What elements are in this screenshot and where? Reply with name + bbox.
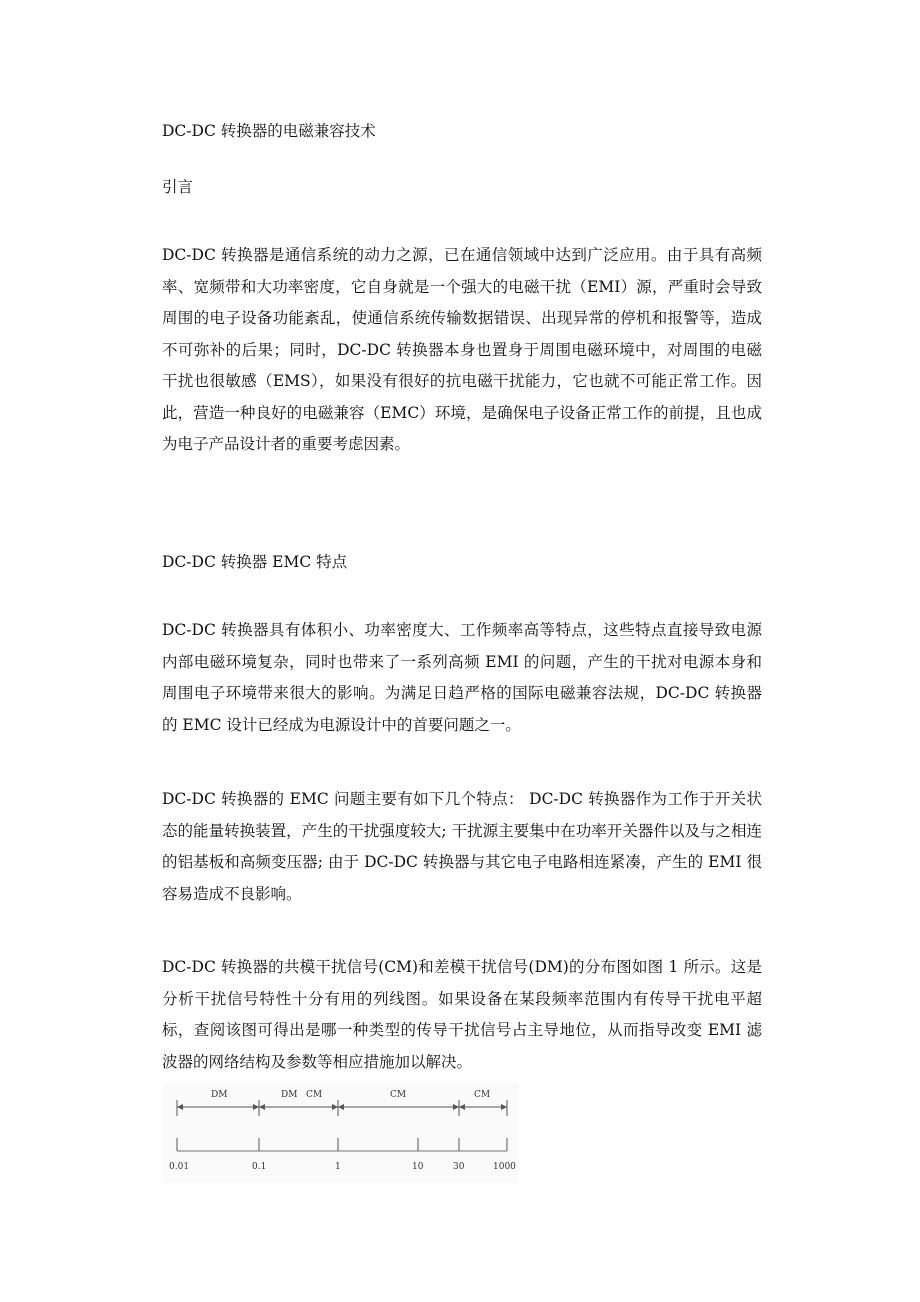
region-label-dm: DM xyxy=(211,1090,228,1100)
emc-paragraph-3: DC-DC 转换器的共模干扰信号(CM)和差模干扰信号(DM)的分布图如图 1 所示。这是分析干扰信号特性十分有用的列线图。如果设备在某段频率范围内有传导干扰电平超标，查阅该图可得出是哪一种类型的传导干扰信号占主导地位，从而指导改变 EMI 滤波器的网络结构及参数等相应措施加以解决。 xyxy=(162,958,762,1071)
region-label-cm: CM xyxy=(390,1090,407,1100)
emc-paragraph-1: DC-DC 转换器具有体积小、功率密度大、工作频率高等特点，这些特点直接导致电源内部电磁环境复杂，同时也带来了一系列高频 EMI 的问题，产生的干扰对电源本身和周围电子环境带来很大的影响。为满足日趋严格的国际电磁兼容法规，DC-DC 转换器的 EMC 设计已经成为电源设计中的首要问题之一。 xyxy=(162,621,762,734)
cm-dm-nomogram-figure xyxy=(163,1083,518,1183)
tick-label: 0.1 xyxy=(252,1162,267,1172)
region-label-cm-high: CM xyxy=(474,1090,491,1100)
tick-label: 0.01 xyxy=(169,1162,190,1172)
region-label-dm-cm: DM CM xyxy=(281,1090,323,1100)
tick-label: 1 xyxy=(335,1162,341,1172)
tick-label: 30 xyxy=(453,1162,465,1172)
section-heading-intro: 引言 xyxy=(162,178,194,196)
emc-paragraph-2: DC-DC 转换器的 EMC 问题主要有如下几个特点： DC-DC 转换器作为工作于开关状态的能量转换装置，产生的干扰强度较大; 干扰源主要集中在功率开关器件以及与之相连的铝基板和高频变压器; 由于 DC-DC 转换器与其它电子电路相连紧凑，产生的 EMI 很容易造成不良影响。 xyxy=(162,790,762,903)
section-heading-emc: DC-DC 转换器 EMC 特点 xyxy=(162,553,348,571)
tick-label: 1000 xyxy=(493,1162,516,1172)
nomogram-svg xyxy=(163,1083,518,1183)
intro-paragraph: DC-DC 转换器是通信系统的动力之源，已在通信领域中达到广泛应用。由于具有高频率、宽频带和大功率密度，它自身就是一个强大的电磁干扰（EMI）源，严重时会导致周围的电子设备功能紊乱，使通信系统传输数据错误、出现异常的停机和报警等，造成不可弥补的后果；同时，DC-DC 转换器本身也置身于周围电磁环境中，对周围的电磁干扰也很敏感（EMS），如果没有很好的抗电磁干扰能力，它也就不可能正常工作。因此，营造一种良好的电磁兼容（EMC）环境，是确保电子设备正常工作的前提，且也成为电子产品设计者的重要考虑因素。 xyxy=(162,246,762,453)
tick-label: 10 xyxy=(412,1162,424,1172)
document-title: DC-DC 转换器的电磁兼容技术 xyxy=(162,122,376,140)
